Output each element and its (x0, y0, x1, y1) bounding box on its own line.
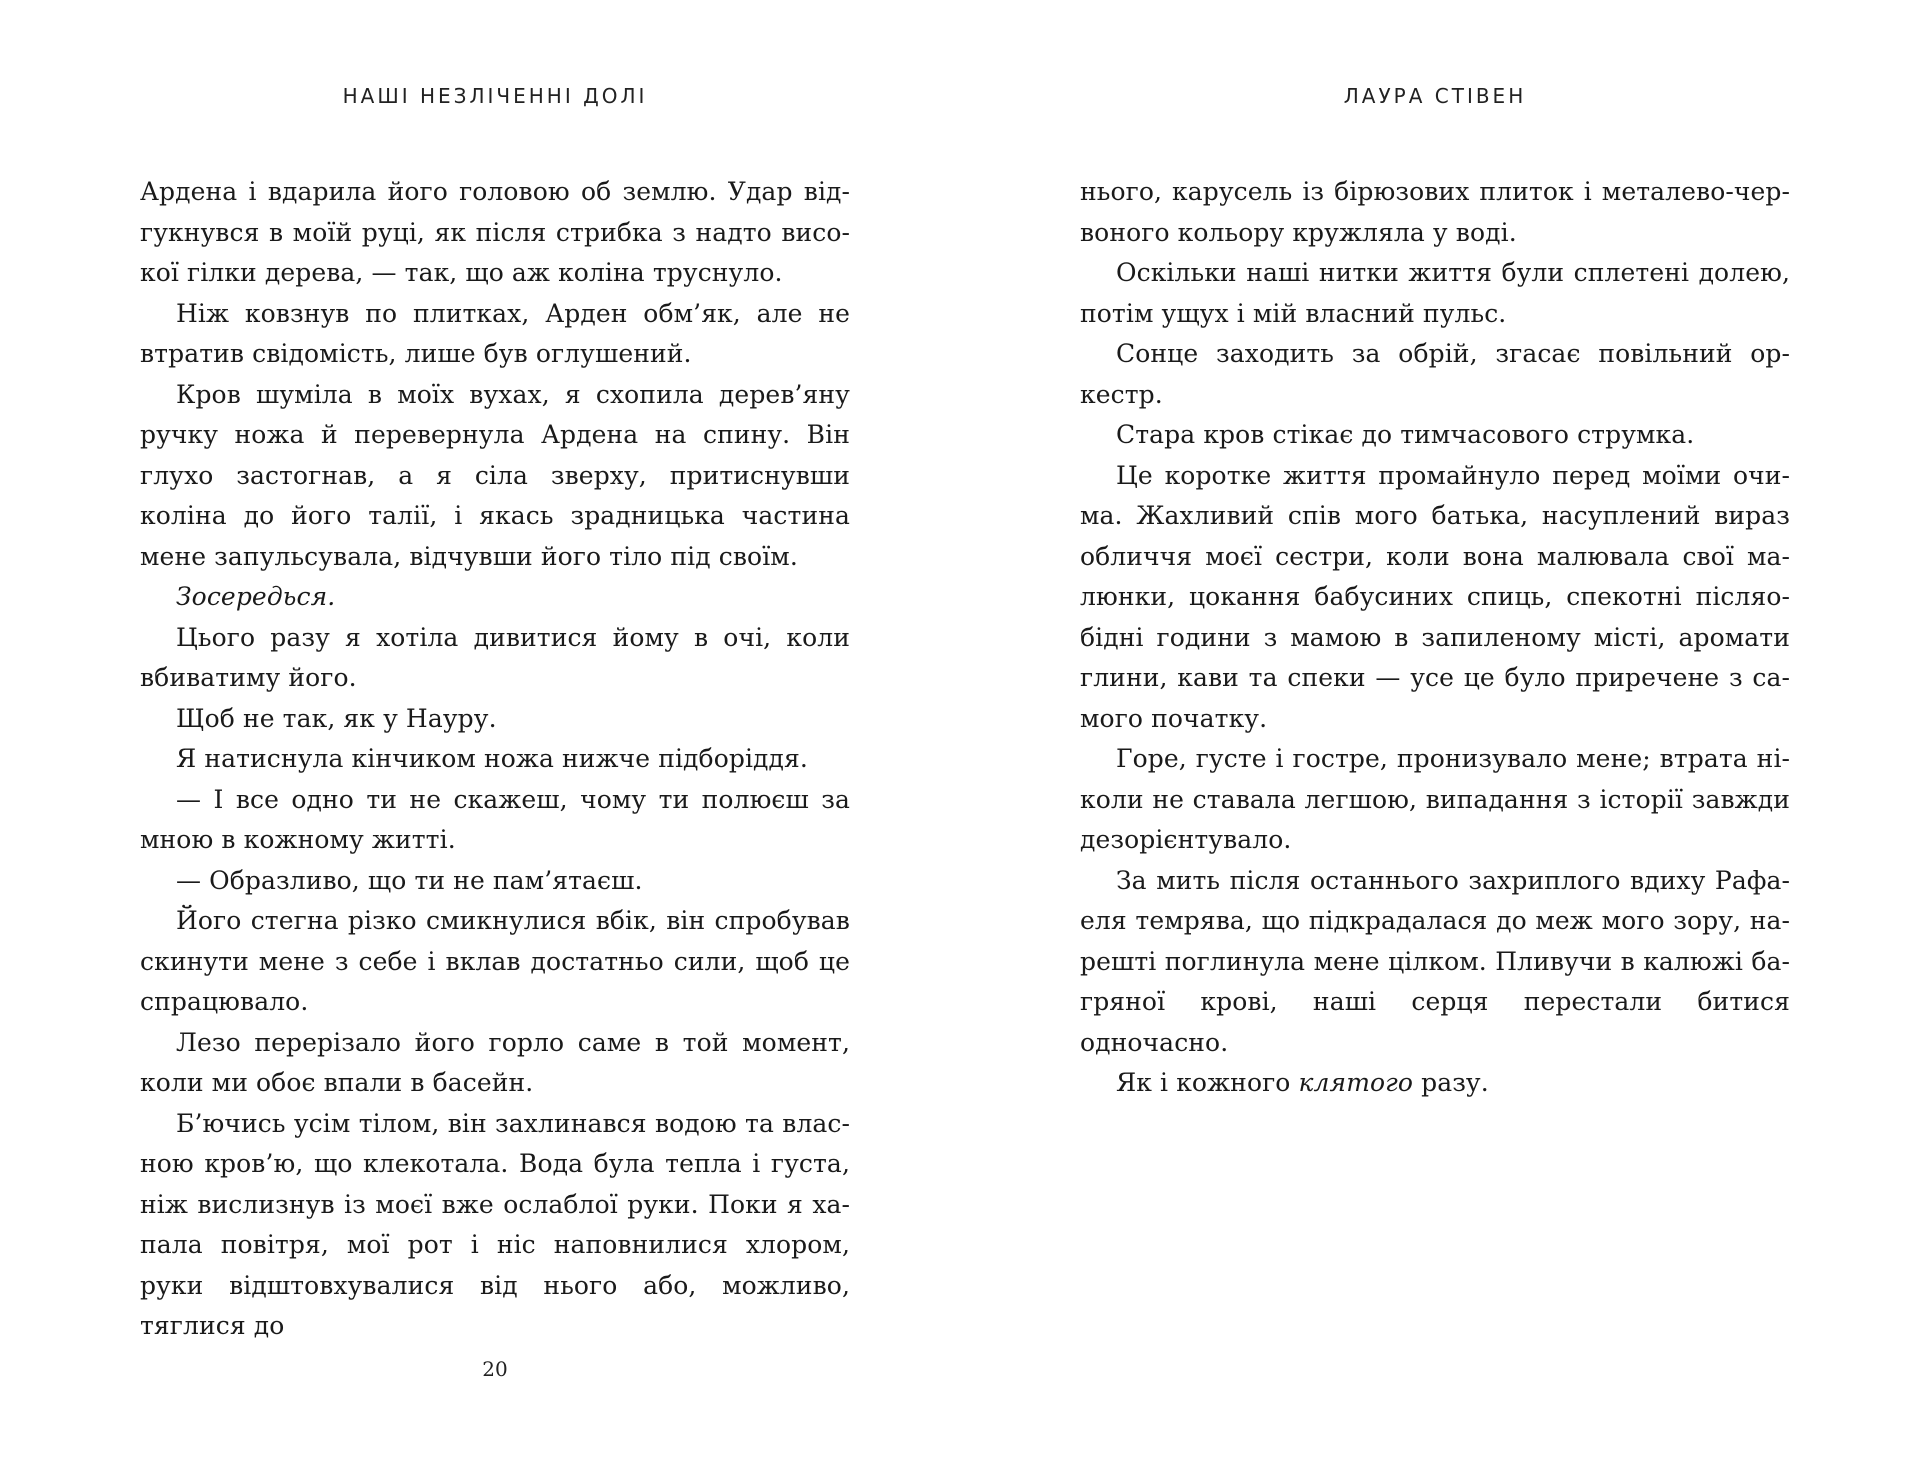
paragraph-italic (140, 577, 850, 618)
paragraph: Б’ючись усім тілом, він захлинався водою та власною кров’ю, що клекотала. Вода була тепла і густа, ніж вислизнув із моєї вже ослаблої руки. Поки я хапала повітря, мої рот і ніс наповнилися хлором, руки відштовхувалися від нього або, можливо, тяглися до (140, 1108, 850, 1340)
left-page-body (140, 172, 850, 1347)
paragraph: Цього разу я хотіла дивитися йому в очі, коли вбиватиму його. (140, 622, 850, 692)
paragraph: Щоб не так, як у Науру. (176, 703, 497, 733)
text-segment: Як і кожного (1116, 1068, 1299, 1097)
paragraph: нього, карусель із бірюзових плиток і металево-червоного кольору кружляла у воді. (1080, 177, 1790, 247)
paragraph: Стара кров стікає до тимчасового струмка. (1116, 420, 1695, 449)
paragraph-final (1080, 1063, 1790, 1104)
running-head-left: НАШІ НЕЗЛІЧЕННІ ДОЛІ (342, 84, 648, 108)
dialogue-paragraph: — Образливо, що ти не пам’ятаєш. (176, 865, 643, 895)
page-number: 20 (482, 1357, 508, 1381)
running-head-right: ЛАУРА СТІВЕН (1343, 84, 1527, 108)
paragraph: Сонце заходить за обрій, згасає повільний оркестр. (1080, 339, 1790, 409)
right-page (1080, 0, 1790, 1477)
paragraph: Ніж ковзнув по плитках, Арден обм’як, але не втратив свідомість, лише був оглушений. (140, 298, 850, 368)
paragraph: Кров шуміла в моїх вухах, я схопила дерев’яну ручку ножа й перевернула Ардена на спину. Він глухо застогнав, а я сіла зверху, притиснувши коліна до його талії, і якась зрадницька частина мене запульсувала, відчувши його тіло під своїм. (140, 379, 850, 571)
dialogue-paragraph: — І все одно ти не скажеш, чому ти полюєш за мною в кожному житті. (140, 784, 850, 854)
left-page (140, 0, 850, 1477)
paragraph: Ардена і вдарила його головою об землю. Удар відгукнувся в моїй руці, як після стрибка з надто високої гілки дерева, — так, що аж коліна труснуло. (140, 177, 850, 287)
paragraph: Я натиснула кінчиком ножа нижче підборіддя. (176, 744, 808, 773)
italic-text: Зосередься. (176, 582, 336, 611)
paragraph: Це коротке життя промайнуло перед моїми очима. Жахливий спів мого батька, насуплений вираз обличчя моєї сестри, коли вона малювала свої малюнки, цокання бабусиних спиць, спекотні післяобідні години з мамою в запиленому місті, аромати глини, кави та спеки — усе це було приречене з самого початку. (1080, 460, 1790, 733)
italic-text: клятого (1298, 1068, 1414, 1097)
text-segment: разу. (1413, 1068, 1489, 1097)
paragraph: Його стегна різко смикнулися вбік, він спробував скинути мене з себе і вклав достатньо сили, щоб це спрацювало. (140, 906, 850, 1016)
paragraph: Оскільки наші нитки життя були сплетені долею, потім ущух і мій власний пульс. (1080, 258, 1790, 328)
paragraph: За мить після останнього захриплого вдиху Рафаеля темрява, що підкрадалася до меж мого зору, нарешті поглинула мене цілком. Пливучи в калюжі багряної крові, наші серця перестали битися одночасно. (1080, 865, 1790, 1057)
paragraph: Горе, густе і гостре, пронизувало мене; втрата ніколи не ставала легшою, випадання з історії завжди дезорієнтувало. (1080, 744, 1790, 854)
paragraph: Лезо перерізало його горло саме в той момент, коли ми обоє впали в басейн. (140, 1027, 850, 1097)
right-page-body (1080, 172, 1790, 1104)
